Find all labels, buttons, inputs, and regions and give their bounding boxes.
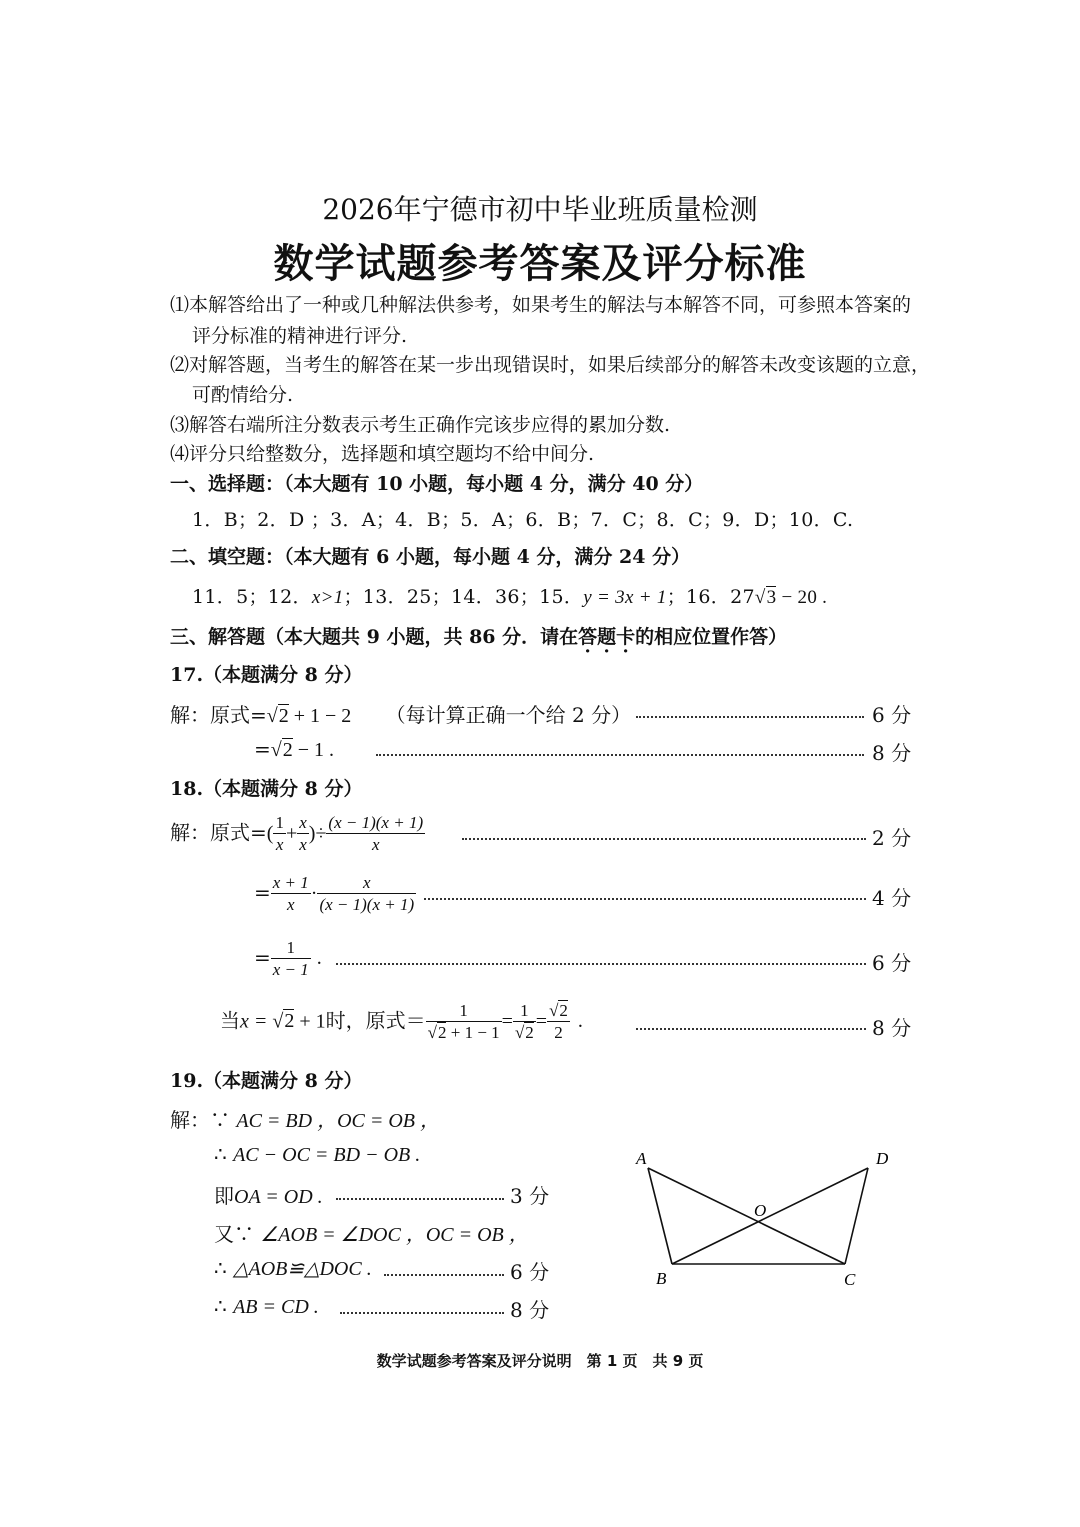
times-dot: · [310,882,318,905]
q19-line-6 [214,1294,319,1319]
eq-sign: = [501,1010,513,1033]
eq-sign: = [254,880,271,905]
q17-title: 17.（本题满分 8 分） [170,664,363,686]
q17-expr-2: − 1 . [292,739,335,761]
score-label: 8 分 [510,1298,550,1322]
emphasized-char: 题 [597,626,617,648]
because-text: 解：∵ [170,1108,230,1132]
q18-line-3 [254,937,322,981]
emphasized-char: 卡 [616,626,636,648]
q19-math: ∠AOB = ∠DOC ，OC = OB ， [260,1224,529,1246]
dot-leader [376,754,864,756]
section-2-heading: 二、填空题：（本大题有 6 小题，每小题 4 分，满分 24 分） [170,546,691,568]
frac-num: (x − 1)(x + 1) [326,812,425,834]
frac-den: x [371,835,380,855]
period: . [316,947,322,970]
note-4: ⑷评分只给整数分，选择题和填空题均不给中间分. [170,443,595,465]
q19-math: △AOB≌△DOC . [233,1258,372,1280]
note-1: ⑴本解答给出了一种或几种解法供参考，如果考生的解法与本解答不同，可参照本答案的 [170,294,912,316]
point-b-label: B [656,1269,667,1288]
dot-leader [336,963,866,965]
dot-leader [462,838,866,840]
dot-leader [636,1028,866,1030]
radicand: 2 [284,1010,295,1033]
point-c-label: C [844,1270,856,1289]
score-label: 4 分 [872,886,912,910]
q19-line-3 [214,1180,323,1209]
answer-16-prefix: ；16．27 [666,586,755,608]
sqrt-sign: √ [549,1001,559,1020]
sqrt-sign: √ [266,705,278,727]
emphasized-char: 答 [578,626,598,648]
frac-den: x [299,835,307,855]
answer-16-radicand: 3 [766,587,777,608]
score-label: 6 分 [510,1260,550,1284]
q19-math: AB = CD . [233,1296,319,1318]
q18-line-4 [220,1000,583,1044]
frac-num: 1 [273,812,286,834]
frac-num: x + 1 [271,872,311,894]
answer-11: 11．5；12． [192,586,312,608]
frac-num: x [317,872,416,894]
x-var: x = [240,1010,273,1033]
expr: + 1 [294,1010,326,1033]
section-1-heading: 一、选择题：（本大题有 10 小题，每小题 4 分，满分 40 分） [170,473,704,495]
frac-num: 1 [426,1000,502,1022]
section-3-heading-tail: 的相应位置作答） [635,626,788,648]
point-o-label: O [754,1201,767,1220]
dot-leader [636,716,864,718]
sqrt-sign: √ [427,1023,437,1043]
dot-leader [384,1274,504,1276]
note-2: ⑵对解答题，当考生的解答在某一步出现错误时，如果后续部分的解答未改变该题的立意， [170,354,931,376]
q19-line-5 [214,1256,372,1281]
score-label: 8 分 [872,741,912,765]
q19-math: OA = OD . [234,1186,323,1208]
q19-line-4 [214,1218,529,1247]
therefore-text: ∴ [214,1294,227,1318]
note-3: ⑶解答右端所注分数表示考生正确作完该步应得的累加分数. [170,414,671,436]
answer-16-suffix: − 20 . [776,587,828,608]
when-text: 当 [220,1008,240,1033]
emphasis-answer-sheet [578,626,635,648]
dot-leader [424,898,866,900]
frac-den: x [287,895,295,915]
dot-leader [336,1198,504,1200]
plus-sign: + [285,822,298,845]
segment-cd [845,1168,868,1264]
q17-line-1 [170,699,631,728]
frac-num: 1 [513,1000,536,1022]
section-2-answers [192,582,827,609]
segment-ab [648,1168,672,1264]
q18-title: 18.（本题满分 8 分） [170,778,363,800]
score-label: 8 分 [872,1016,912,1040]
radicand: 2 [559,1001,568,1020]
q19-title: 19.（本题满分 8 分） [170,1070,363,1092]
q17-line-2 [254,737,334,762]
eq-sign: = [254,945,271,970]
q18-line-1: 解：原式=( $\frac{1}{x}$ + $\frac{x}{x}$ )÷ $\frac{(x - 1)(x + 1)}{x}$ [170,813,424,855]
q19-line-1 [170,1104,440,1133]
geometry-figure [620,1140,910,1290]
q17-prefix: 解：原式= [170,703,267,727]
frac-num: x [297,812,309,834]
frac-num: 1 [271,937,311,959]
q18-prefix: 解：原式= [170,820,267,845]
dot-leader [340,1312,504,1314]
namely-text: 即 [214,1184,234,1208]
document-subtitle: 数学试题参考答案及评分标准 [273,240,807,287]
therefore-text: ∴ [214,1256,227,1280]
page-footer: 数学试题参考答案及评分说明 第 1 页 共 9 页 [376,1352,704,1370]
sqrt-sign: √ [272,1010,284,1033]
sqrt-sign: √ [754,587,766,608]
section-3-heading [170,622,787,649]
section-1-answers: 1．B；2．D ；3．A；4．B；5．A；6．B；7．C；8．C；9．D；10．C. [192,509,854,531]
note-2-cont: 可酌情给分. [192,384,294,406]
q18-line-2 [254,872,416,916]
answer-12: x>1 [311,587,344,608]
frac-den: (x − 1)(x + 1) [319,895,415,915]
sqrt-sign: √ [514,1023,525,1043]
frac-den: 2 [554,1023,563,1043]
divide-sign: ÷ [315,822,327,845]
radicand: 2 [437,1023,447,1043]
segment-ac [648,1168,845,1264]
frac-den: + 1 − 1 [446,1023,500,1043]
q19-math: AC − OC = BD − OB . [233,1144,421,1166]
q17-note: （每计算正确一个给 2 分） [385,703,632,727]
answer-15: y = 3x + 1 [583,587,667,608]
q19-math: AC = BD ，OC = OB ， [236,1110,441,1132]
frac-den: x [275,835,284,855]
section-3-heading-text: 三、解答题（本大题共 9 小题，共 86 分．请在 [170,626,579,648]
note-1-cont: 评分标准的精神进行评分. [192,325,408,347]
segment-bd [672,1168,868,1264]
q17-expr: + 1 − 2 [288,705,352,727]
therefore-text: ∴ [214,1142,227,1166]
eq-sign: = [535,1010,548,1033]
answer-13-14: ；13．25；14．36；15． [343,586,584,608]
also-because-text: 又∵ [214,1222,254,1246]
period: . [577,1010,583,1033]
sqrt-sign: √ [270,739,282,761]
q17-radicand-2: 2 [282,739,293,761]
q17-radicand: 2 [278,705,289,727]
then-text: 时，原式＝ [325,1008,426,1033]
document-title: 2026年宁德市初中毕业班质量检测 [322,193,758,226]
score-label: 6 分 [872,703,912,727]
q17-eq: = [254,737,271,761]
point-d-label: D [876,1149,889,1168]
score-label: 6 分 [872,951,912,975]
point-a-label: A [636,1149,647,1168]
radicand: 2 [525,1023,534,1043]
score-label: 2 分 [872,826,912,850]
score-label: 3 分 [510,1184,550,1208]
frac-den: x − 1 [272,960,309,980]
q19-line-2 [214,1142,420,1167]
